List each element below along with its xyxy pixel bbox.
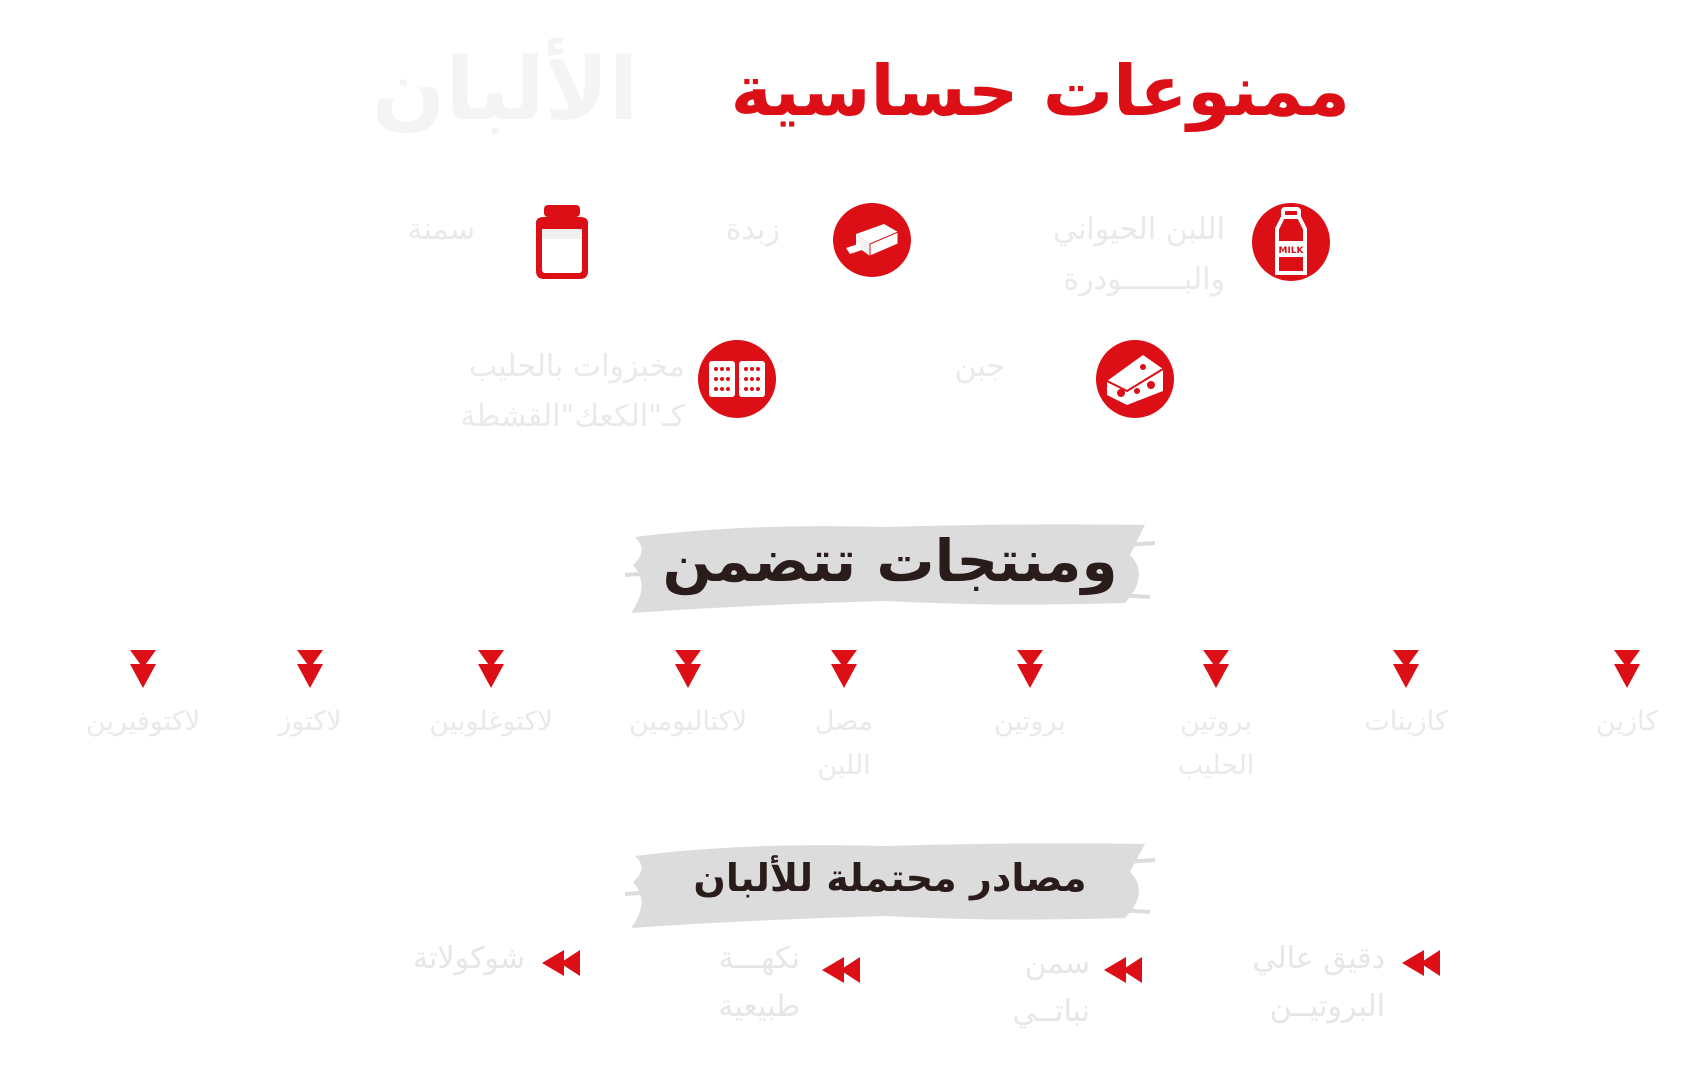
source-item: سمن نباتــي [1012,946,1090,1029]
ingredient-item: لاكتوفيرين [58,648,228,744]
double-arrow-left-icon [540,948,582,978]
ghee-jar-icon [522,203,602,283]
ingredient-item: كازين [1552,648,1696,744]
milk-bottle-icon [1252,203,1330,281]
ingredient-item: لاكتوغلوبين [411,648,571,744]
page-title-ghost: الألبان [371,40,639,140]
double-arrow-left-icon [1400,948,1442,978]
ingredient-item: لاكتالبومين [608,648,768,744]
arrow-down-icon [1201,648,1231,690]
arrow-down-icon [476,648,506,690]
food-label-biscuits: مخبزوات بالحليب كـ"الكعك"القشطة [460,349,685,434]
ingredient-item: لاكتوز [240,648,380,744]
cheese-icon [1096,340,1174,418]
arrow-down-icon [673,648,703,690]
arrow-down-icon [1612,648,1642,690]
ingredient-item: بروتين [955,648,1105,744]
ingredient-item: كازينات [1331,648,1481,744]
double-arrow-left-icon [1102,955,1144,985]
sources-banner [625,832,1155,932]
products-banner-title: ومنتجات تتضمن [662,527,1118,595]
food-label-ghee: سمنة [407,212,475,247]
arrow-down-icon [1015,648,1045,690]
food-label-butter: زبدة [725,212,780,247]
sources-banner-title: مصادر محتملة للألبان [693,856,1087,900]
products-banner [625,515,1155,615]
source-item: دقيق عالي البروتيــن [1252,941,1385,1024]
biscuits-icon [698,340,776,418]
butter-icon [833,203,911,277]
double-arrow-left-icon [820,955,862,985]
arrow-down-icon [829,648,859,690]
food-label-milk: اللبن الحيواني والبـــــــودرة [1053,212,1225,297]
ingredient-item: مصل اللبن [769,648,919,788]
page-title: ممنوعات حساسية [730,50,1350,132]
arrow-down-icon [295,648,325,690]
arrow-down-icon [128,648,158,690]
ingredient-item: بروتين الحليب [1141,648,1291,788]
food-label-cheese: جبن [954,349,1005,384]
arrow-down-icon [1391,648,1421,690]
source-item: شوكولاتة [413,941,525,976]
svg-text:MILK: MILK [1278,246,1304,256]
source-item: نكهـــة طبيعية [718,941,800,1024]
